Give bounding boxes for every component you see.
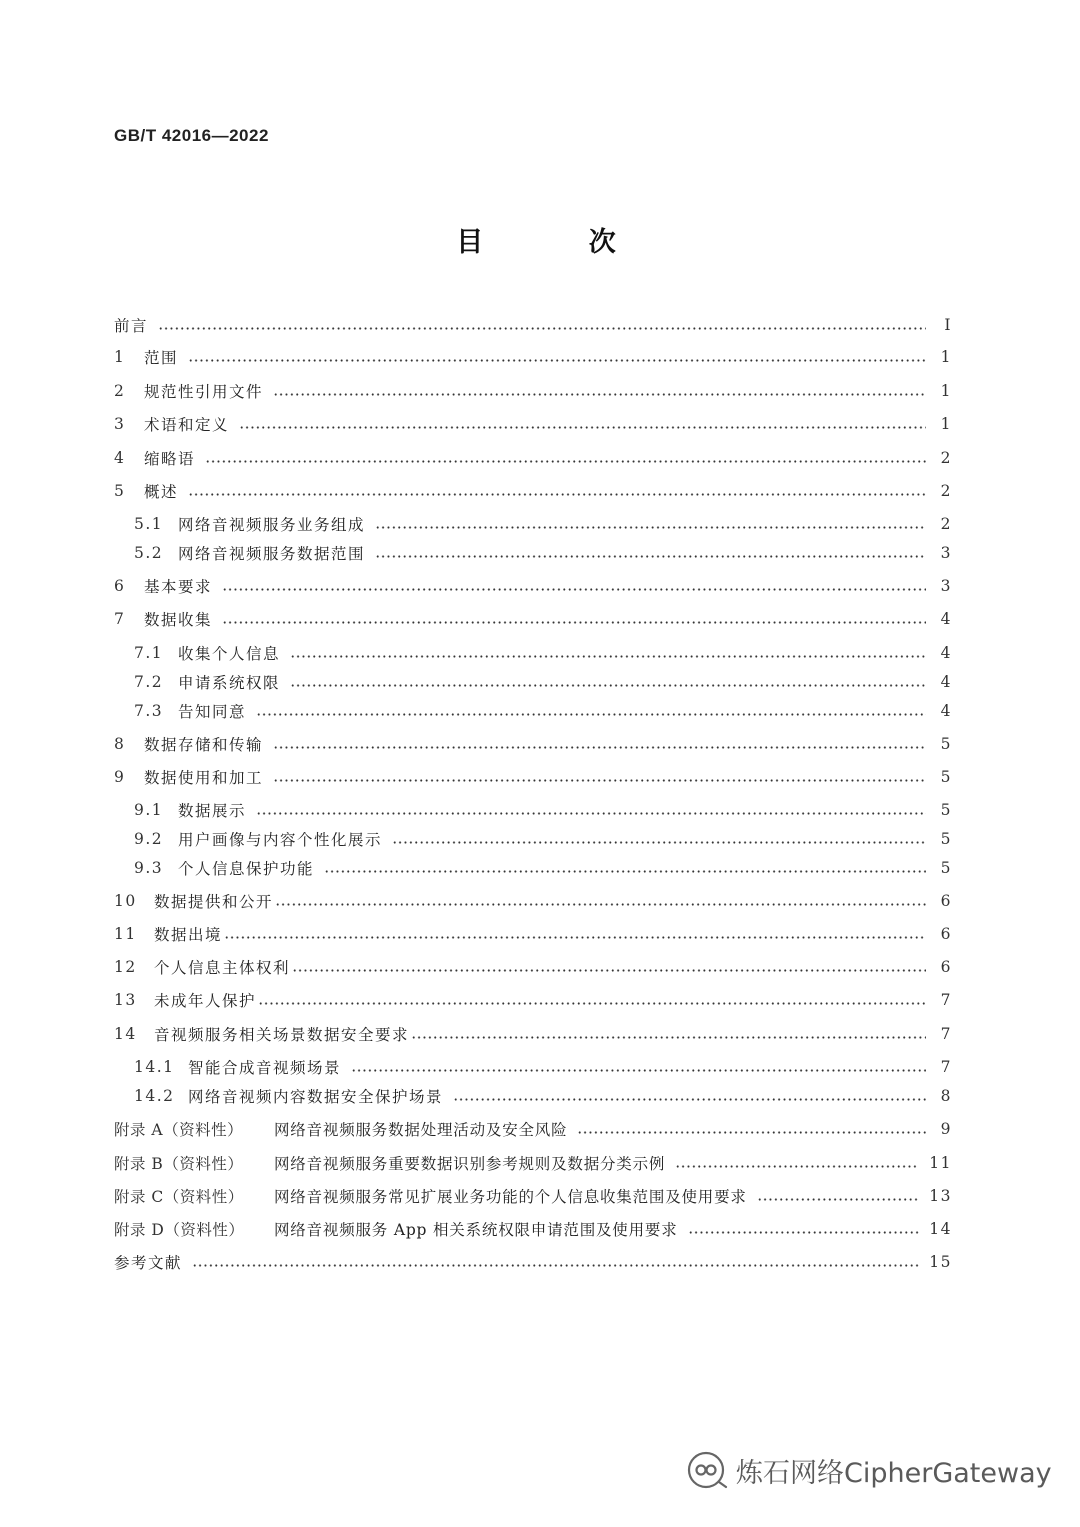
- toc-page-number: 5: [940, 768, 952, 786]
- toc-page-number: 7: [940, 1025, 952, 1043]
- toc-leader-dots: [275, 903, 926, 906]
- toc-entry[interactable]: [114, 541, 952, 565]
- toc-entry[interactable]: [114, 1217, 952, 1241]
- toc-entry-number: 5: [114, 482, 126, 500]
- toc-entry-title: 网络音视频服务 App 相关系统权限申请范围及使用要求: [274, 1221, 678, 1239]
- toc-entry-title: 网络音视频内容数据安全保护场景: [188, 1088, 444, 1106]
- toc-entry-title: 用户画像与内容个性化展示: [178, 831, 383, 849]
- toc-page-number: 5: [940, 801, 952, 819]
- toc-page-number: 2: [940, 482, 952, 500]
- toc-entry-title: 数据使用和加工: [144, 769, 264, 787]
- toc-page-number: 5: [940, 859, 952, 877]
- toc-entry-title: 数据展示: [178, 802, 247, 820]
- page-title: 目 次: [456, 227, 664, 258]
- toc-entry[interactable]: [114, 1250, 952, 1274]
- toc-page-number: 4: [940, 673, 952, 691]
- toc-leader-dots: [258, 1002, 926, 1005]
- toc-page-number: 7: [940, 991, 952, 1009]
- toc-entry-number: 附录 B（资料性）: [114, 1155, 244, 1173]
- toc-page-number: 13: [929, 1187, 952, 1205]
- toc-page-number: 4: [940, 644, 952, 662]
- toc-page-number: 1: [940, 348, 952, 366]
- toc-page-number: 4: [940, 702, 952, 720]
- toc-entry-title: 网络音视频服务数据处理活动及安全风险: [274, 1121, 568, 1139]
- toc-entry[interactable]: [114, 479, 952, 503]
- toc-entry-number: 7.1: [134, 644, 164, 662]
- toc-page-number: 3: [940, 544, 952, 562]
- toc-entry-title: 数据收集: [144, 611, 213, 629]
- toc-page-number: 7: [940, 1058, 952, 1076]
- toc-leader-dots: [192, 1264, 919, 1267]
- toc-leader-dots: [324, 870, 926, 873]
- toc-leader-dots: [273, 393, 926, 396]
- toc-leader-dots: [292, 969, 926, 972]
- toc-leader-dots: [158, 327, 926, 330]
- toc-entry[interactable]: [114, 607, 952, 631]
- toc-entry[interactable]: [114, 732, 952, 756]
- toc-entry[interactable]: [114, 512, 952, 536]
- toc-leader-dots: [239, 426, 926, 429]
- toc-entry[interactable]: [114, 1184, 952, 1208]
- toc-entry-number: 10: [114, 892, 137, 910]
- toc-entry[interactable]: [114, 379, 952, 403]
- toc-entry[interactable]: [114, 641, 952, 665]
- toc-leader-dots: [222, 588, 926, 591]
- toc-leader-dots: [273, 779, 926, 782]
- toc-leader-dots: [290, 655, 926, 658]
- toc-leader-dots: [256, 812, 926, 815]
- toc-leader-dots: [222, 621, 926, 624]
- toc-leader-dots: [188, 359, 926, 362]
- toc-entry[interactable]: [114, 955, 952, 979]
- toc-entry-title: 范围: [144, 349, 179, 367]
- toc-entry-title: 基本要求: [144, 578, 213, 596]
- toc-leader-dots: [290, 684, 926, 687]
- toc-entry-number: 13: [114, 991, 137, 1009]
- toc-leader-dots: [675, 1165, 919, 1168]
- standard-code: GB/T 42016—2022: [114, 126, 269, 145]
- toc-entry[interactable]: [114, 827, 952, 851]
- toc-entry-number: 11: [114, 925, 137, 943]
- toc-page-number: 2: [940, 515, 952, 533]
- toc-leader-dots: [351, 1069, 926, 1072]
- toc-entry[interactable]: [114, 1055, 952, 1079]
- toc-leader-dots: [757, 1198, 920, 1201]
- toc-entry-number: 2: [114, 382, 126, 400]
- toc-entry[interactable]: [114, 699, 952, 723]
- toc-leader-dots: [273, 746, 926, 749]
- toc-entry-title: 规范性引用文件: [144, 383, 264, 401]
- toc-entry-title: 收集个人信息: [178, 645, 281, 663]
- toc-entry-number: 4: [114, 449, 126, 467]
- toc-entry-title: 参考文献: [114, 1254, 183, 1272]
- toc-entry-number: 14.2: [134, 1087, 175, 1105]
- toc-entry-number: 5.2: [134, 544, 164, 562]
- toc-entry-title: 网络音视频服务常见扩展业务功能的个人信息收集范围及使用要求: [274, 1188, 747, 1206]
- toc-leader-dots: [577, 1131, 926, 1134]
- toc-entry-number: 14: [114, 1025, 137, 1043]
- toc-page-number: 11: [929, 1154, 952, 1172]
- toc-page-number: 8: [940, 1087, 952, 1105]
- toc-entry-number: 1: [114, 348, 126, 366]
- toc-entry[interactable]: [114, 412, 952, 436]
- toc-page-number: 15: [929, 1253, 952, 1271]
- toc-entry[interactable]: [114, 922, 952, 946]
- toc-entry-number: 9: [114, 768, 126, 786]
- toc-entry[interactable]: [114, 988, 952, 1012]
- toc-entry-number: 12: [114, 958, 137, 976]
- toc-entry[interactable]: [114, 1084, 952, 1108]
- toc-entry[interactable]: [114, 345, 952, 369]
- toc-leader-dots: [224, 936, 926, 939]
- toc-entry-title: 网络音视频服务业务组成: [178, 516, 366, 534]
- toc-page-number: 6: [940, 958, 952, 976]
- toc-entry-title: 网络音视频服务数据范围: [178, 545, 366, 563]
- toc-entry[interactable]: [114, 313, 952, 337]
- toc-page-number: 3: [940, 577, 952, 595]
- toc-entry[interactable]: [114, 856, 952, 880]
- toc-leader-dots: [375, 555, 926, 558]
- toc-entry-title: 告知同意: [178, 703, 247, 721]
- toc-entry-number: 7.2: [134, 673, 164, 691]
- toc-page-number: 1: [940, 382, 952, 400]
- toc-entry-title: 音视频服务相关场景数据安全要求: [154, 1026, 410, 1044]
- toc-entry[interactable]: [114, 446, 952, 470]
- toc-page-number: 9: [940, 1120, 952, 1138]
- toc-leader-dots: [453, 1098, 926, 1101]
- toc-entry-number: 3: [114, 415, 126, 433]
- toc-entry[interactable]: [114, 574, 952, 598]
- watermark-text: 炼石网络CipherGateway: [736, 1457, 1052, 1489]
- toc-entry-title: 网络音视频服务重要数据识别参考规则及数据分类示例: [274, 1155, 666, 1173]
- toc-entry-number: 附录 D（资料性）: [114, 1221, 245, 1239]
- toc-page-number: 5: [940, 735, 952, 753]
- toc-entry-number: 8: [114, 735, 126, 753]
- toc-entry[interactable]: [114, 798, 952, 822]
- toc-entry-title: 智能合成音视频场景: [188, 1059, 342, 1077]
- toc-entry-number: 7: [114, 610, 126, 628]
- toc-entry-title: 个人信息保护功能: [178, 860, 315, 878]
- toc-leader-dots: [188, 493, 926, 496]
- toc-entry[interactable]: [114, 889, 952, 913]
- toc-entry-number: 6: [114, 577, 126, 595]
- wechat-official-account-icon: [686, 1450, 730, 1490]
- toc-entry-title: 前言: [114, 317, 149, 335]
- toc-entry-title: 缩略语: [144, 450, 196, 468]
- toc-entry-number: 7.3: [134, 702, 164, 720]
- toc-entry-title: 术语和定义: [144, 416, 230, 434]
- toc-leader-dots: [256, 713, 926, 716]
- toc-leader-dots: [392, 841, 926, 844]
- toc-entry-number: 附录 C（资料性）: [114, 1188, 244, 1206]
- toc-entry-title: 数据出境: [154, 926, 223, 944]
- toc-entry-title: 申请系统权限: [178, 674, 281, 692]
- toc-entry-title: 数据存储和传输: [144, 736, 264, 754]
- toc-entry-number: 14.1: [134, 1058, 175, 1076]
- toc-entry-title: 未成年人保护: [154, 992, 257, 1010]
- toc-entry[interactable]: [114, 670, 952, 694]
- toc-page-number: 1: [940, 415, 952, 433]
- toc-entry-title: 概述: [144, 483, 179, 501]
- toc-entry-title: 数据提供和公开: [154, 893, 274, 911]
- toc-entry-number: 5.1: [134, 515, 164, 533]
- toc-entry[interactable]: [114, 1151, 952, 1175]
- toc-page-number: 2: [940, 449, 952, 467]
- toc-page-number: 6: [940, 892, 952, 910]
- toc-entry-number: 9.2: [134, 830, 164, 848]
- watermark: [686, 1450, 1052, 1490]
- toc-page-number: Ⅰ: [944, 316, 952, 334]
- toc-entry-title: 个人信息主体权利: [154, 959, 291, 977]
- toc-page-number: 14: [929, 1220, 952, 1238]
- toc-entry-number: 9.1: [134, 801, 164, 819]
- toc-entry[interactable]: [114, 1022, 952, 1046]
- toc-page-number: 4: [940, 610, 952, 628]
- toc-entry-number: 9.3: [134, 859, 164, 877]
- toc-entry-number: 附录 A（资料性）: [114, 1121, 244, 1139]
- toc-entry[interactable]: [114, 1117, 952, 1141]
- toc-page-number: 6: [940, 925, 952, 943]
- toc-leader-dots: [411, 1036, 926, 1039]
- toc-leader-dots: [205, 460, 926, 463]
- toc-leader-dots: [688, 1231, 920, 1234]
- toc-leader-dots: [375, 526, 926, 529]
- toc-entry[interactable]: [114, 765, 952, 789]
- toc-page-number: 5: [940, 830, 952, 848]
